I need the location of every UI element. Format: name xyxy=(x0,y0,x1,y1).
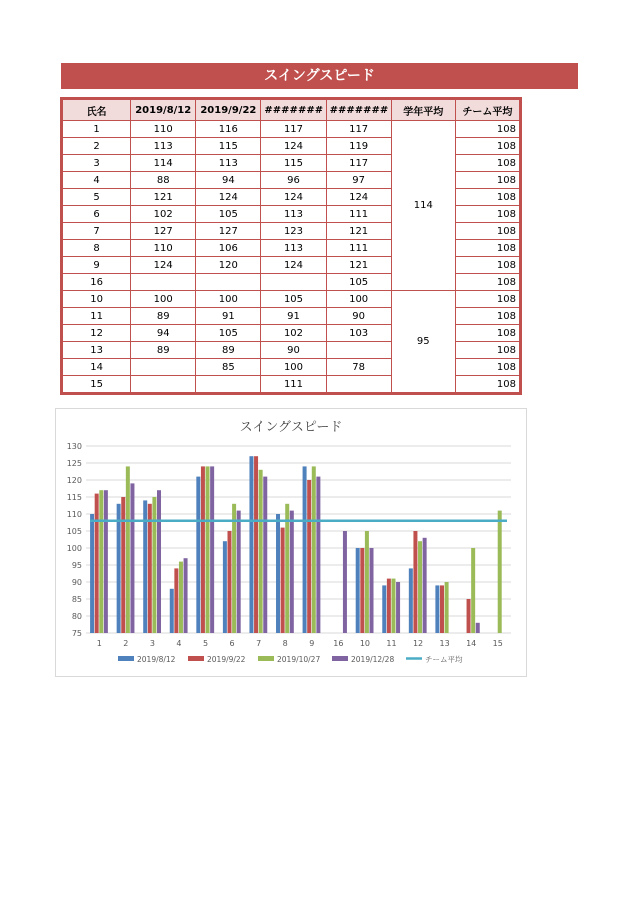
bar-2019/8/12 xyxy=(409,568,413,633)
x-tick-label: 11 xyxy=(386,639,397,648)
y-tick-label: 110 xyxy=(66,510,82,519)
legend-swatch xyxy=(332,656,348,661)
y-tick-label: 125 xyxy=(66,459,82,468)
team-average-cell: 108 xyxy=(455,240,519,257)
bar-2019/12/28 xyxy=(343,531,347,633)
header-cell: ####### xyxy=(261,100,326,121)
team-average-cell: 108 xyxy=(455,155,519,172)
name-cell: 2 xyxy=(63,138,131,155)
score-cell: 127 xyxy=(131,223,196,240)
name-cell: 7 xyxy=(63,223,131,240)
bar-2019/10/27 xyxy=(126,466,130,633)
bar-2019/9/22 xyxy=(281,528,285,633)
score-cell xyxy=(326,342,391,359)
team-average-cell: 108 xyxy=(455,308,519,325)
score-cell: 115 xyxy=(196,138,261,155)
bar-2019/9/22 xyxy=(95,494,99,633)
x-tick-label: 2 xyxy=(123,639,129,648)
bar-2019/10/27 xyxy=(285,504,289,633)
bar-2019/10/27 xyxy=(498,511,502,633)
score-cell: 100 xyxy=(196,291,261,308)
score-cell: 105 xyxy=(196,325,261,342)
score-cell: 121 xyxy=(131,189,196,206)
bar-2019/8/12 xyxy=(382,585,386,633)
bar-2019/12/28 xyxy=(423,538,427,633)
bar-2019/9/22 xyxy=(201,466,205,633)
name-cell: 15 xyxy=(63,376,131,393)
team-average-cell: 108 xyxy=(455,376,519,393)
legend-swatch xyxy=(118,656,134,661)
name-cell: 11 xyxy=(63,308,131,325)
score-cell: 111 xyxy=(326,240,391,257)
score-cell: 124 xyxy=(131,257,196,274)
score-cell xyxy=(131,359,196,376)
name-cell: 3 xyxy=(63,155,131,172)
bar-2019/9/22 xyxy=(360,548,364,633)
score-cell: 106 xyxy=(196,240,261,257)
bar-2019/9/22 xyxy=(121,497,125,633)
score-cell xyxy=(261,274,326,291)
score-cell: 78 xyxy=(326,359,391,376)
bar-2019/8/12 xyxy=(435,585,439,633)
x-tick-label: 15 xyxy=(492,639,503,648)
score-cell xyxy=(196,376,261,393)
team-average-cell: 108 xyxy=(455,359,519,376)
bar-2019/12/28 xyxy=(104,490,108,633)
score-cell: 102 xyxy=(261,325,326,342)
score-cell: 121 xyxy=(326,257,391,274)
score-cell: 110 xyxy=(131,121,196,138)
bar-2019/8/12 xyxy=(196,477,200,633)
team-average-cell: 108 xyxy=(455,189,519,206)
bar-2019/12/28 xyxy=(210,466,214,633)
bar-2019/9/22 xyxy=(148,504,152,633)
score-cell: 113 xyxy=(196,155,261,172)
bar-2019/9/22 xyxy=(440,585,444,633)
y-tick-label: 80 xyxy=(71,612,82,621)
team-average-cell: 108 xyxy=(455,206,519,223)
score-cell: 94 xyxy=(131,325,196,342)
bar-2019/8/12 xyxy=(170,589,174,633)
score-cell xyxy=(131,376,196,393)
bar-2019/9/22 xyxy=(467,599,471,633)
score-cell: 113 xyxy=(261,240,326,257)
bar-2019/10/27 xyxy=(152,497,156,633)
team-average-cell: 108 xyxy=(455,138,519,155)
y-tick-label: 95 xyxy=(71,561,82,570)
bar-2019/8/12 xyxy=(117,504,121,633)
team-average-cell: 108 xyxy=(455,274,519,291)
legend-label: チーム平均 xyxy=(425,655,463,664)
score-cell: 113 xyxy=(261,206,326,223)
score-cell: 121 xyxy=(326,223,391,240)
bar-2019/9/22 xyxy=(413,531,417,633)
swing-speed-chart xyxy=(55,408,527,677)
score-cell: 123 xyxy=(261,223,326,240)
score-cell: 124 xyxy=(261,257,326,274)
bar-2019/10/27 xyxy=(391,579,395,633)
x-tick-label: 4 xyxy=(176,639,182,648)
legend-label: 2019/12/28 xyxy=(351,655,395,664)
bar-2019/8/12 xyxy=(356,548,360,633)
bar-2019/9/22 xyxy=(254,456,258,633)
bar-2019/12/28 xyxy=(316,477,320,633)
score-cell: 96 xyxy=(261,172,326,189)
team-average-cell: 108 xyxy=(455,342,519,359)
score-cell: 88 xyxy=(131,172,196,189)
table-row xyxy=(63,291,520,308)
score-cell: 114 xyxy=(131,155,196,172)
x-tick-label: 9 xyxy=(309,639,315,648)
x-tick-label: 6 xyxy=(229,639,235,648)
header-cell: 2019/9/22 xyxy=(196,100,261,121)
score-cell: 111 xyxy=(326,206,391,223)
x-tick-label: 5 xyxy=(202,639,209,648)
score-cell: 116 xyxy=(196,121,261,138)
score-cell: 113 xyxy=(131,138,196,155)
score-table xyxy=(60,97,522,395)
score-cell: 100 xyxy=(131,291,196,308)
grade-average-cell: 95 xyxy=(391,291,455,393)
score-cell: 89 xyxy=(131,342,196,359)
y-tick-label: 90 xyxy=(71,578,82,587)
score-cell: 117 xyxy=(326,155,391,172)
bar-2019/12/28 xyxy=(157,490,161,633)
page-title-banner xyxy=(61,63,578,89)
bar-2019/10/27 xyxy=(445,582,449,633)
header-cell: 氏名 xyxy=(63,100,131,121)
score-cell: 91 xyxy=(261,308,326,325)
name-cell: 8 xyxy=(63,240,131,257)
bar-2019/10/27 xyxy=(179,562,183,633)
y-tick-label: 100 xyxy=(66,544,82,553)
legend-label: 2019/10/27 xyxy=(277,655,321,664)
bar-2019/8/12 xyxy=(276,514,280,633)
y-tick-label: 115 xyxy=(66,493,82,502)
team-average-cell: 108 xyxy=(455,172,519,189)
x-tick-label: 7 xyxy=(256,639,262,648)
score-cell: 89 xyxy=(131,308,196,325)
bar-2019/8/12 xyxy=(223,541,227,633)
name-cell: 14 xyxy=(63,359,131,376)
x-tick-label: 8 xyxy=(282,639,288,648)
x-tick-label: 12 xyxy=(412,639,424,648)
legend-swatch xyxy=(188,656,204,661)
bar-2019/8/12 xyxy=(303,466,307,633)
bar-2019/10/27 xyxy=(206,466,210,633)
bar-2019/10/27 xyxy=(312,466,316,633)
legend-label: 2019/8/12 xyxy=(137,655,176,664)
name-cell: 1 xyxy=(63,121,131,138)
bar-2019/9/22 xyxy=(387,579,391,633)
score-cell: 105 xyxy=(261,291,326,308)
score-cell: 105 xyxy=(326,274,391,291)
y-tick-label: 85 xyxy=(71,595,82,604)
score-cell xyxy=(326,376,391,393)
score-cell: 120 xyxy=(196,257,261,274)
score-cell: 115 xyxy=(261,155,326,172)
legend-swatch xyxy=(258,656,274,661)
bar-2019/12/28 xyxy=(184,558,188,633)
score-cell: 102 xyxy=(131,206,196,223)
score-cell: 97 xyxy=(326,172,391,189)
team-average-cell: 108 xyxy=(455,121,519,138)
header-cell: 2019/8/12 xyxy=(131,100,196,121)
bar-2019/12/28 xyxy=(370,548,374,633)
bar-2019/12/28 xyxy=(396,582,400,633)
bar-2019/9/22 xyxy=(174,568,178,633)
bar-2019/12/28 xyxy=(476,623,480,633)
score-cell: 89 xyxy=(196,342,261,359)
y-tick-label: 75 xyxy=(71,629,82,638)
score-cell: 124 xyxy=(261,189,326,206)
team-average-cell: 108 xyxy=(455,223,519,240)
bar-2019/8/12 xyxy=(249,456,253,633)
score-cell: 110 xyxy=(131,240,196,257)
y-tick-label: 120 xyxy=(66,476,82,485)
name-cell: 13 xyxy=(63,342,131,359)
score-cell: 124 xyxy=(196,189,261,206)
bar-2019/10/27 xyxy=(365,531,369,633)
name-cell: 4 xyxy=(63,172,131,189)
score-cell: 100 xyxy=(261,359,326,376)
y-tick-label: 130 xyxy=(66,442,82,451)
table-row xyxy=(63,121,520,138)
name-cell: 16 xyxy=(63,274,131,291)
score-cell: 111 xyxy=(261,376,326,393)
legend-label: 2019/9/22 xyxy=(207,655,246,664)
x-tick-label: 1 xyxy=(96,639,102,648)
score-cell xyxy=(131,274,196,291)
score-cell: 117 xyxy=(261,121,326,138)
score-cell: 90 xyxy=(326,308,391,325)
page-title: スイングスピード xyxy=(264,68,375,84)
score-cell: 117 xyxy=(326,121,391,138)
x-tick-label: 10 xyxy=(359,639,370,648)
grade-average-cell: 114 xyxy=(391,121,455,291)
name-cell: 10 xyxy=(63,291,131,308)
bar-2019/10/27 xyxy=(418,541,422,633)
bar-2019/10/27 xyxy=(259,470,263,633)
bar-2019/12/28 xyxy=(290,511,294,633)
score-cell: 100 xyxy=(326,291,391,308)
header-cell: チーム平均 xyxy=(455,100,519,121)
bar-2019/12/28 xyxy=(237,511,241,633)
header-cell: ####### xyxy=(326,100,391,121)
x-tick-label: 16 xyxy=(333,639,344,648)
x-tick-label: 14 xyxy=(466,639,477,648)
y-tick-label: 105 xyxy=(66,527,82,536)
bar-2019/10/27 xyxy=(99,490,103,633)
score-cell: 119 xyxy=(326,138,391,155)
x-tick-label: 13 xyxy=(439,639,450,648)
team-average-cell: 108 xyxy=(455,291,519,308)
bar-2019/10/27 xyxy=(232,504,236,633)
chart-svg xyxy=(56,409,526,676)
team-average-cell: 108 xyxy=(455,257,519,274)
score-cell: 127 xyxy=(196,223,261,240)
chart-title: スイングスピード xyxy=(239,420,343,435)
score-cell: 85 xyxy=(196,359,261,376)
team-average-cell: 108 xyxy=(455,325,519,342)
score-cell: 124 xyxy=(261,138,326,155)
bar-2019/9/22 xyxy=(227,531,231,633)
bar-2019/10/27 xyxy=(471,548,475,633)
score-cell: 105 xyxy=(196,206,261,223)
score-cell: 124 xyxy=(326,189,391,206)
name-cell: 6 xyxy=(63,206,131,223)
bar-2019/12/28 xyxy=(263,477,267,633)
name-cell: 9 xyxy=(63,257,131,274)
name-cell: 12 xyxy=(63,325,131,342)
bar-2019/9/22 xyxy=(307,480,311,633)
header-cell: 学年平均 xyxy=(391,100,455,121)
score-cell: 103 xyxy=(326,325,391,342)
score-cell: 90 xyxy=(261,342,326,359)
name-cell: 5 xyxy=(63,189,131,206)
score-cell: 91 xyxy=(196,308,261,325)
score-cell: 94 xyxy=(196,172,261,189)
x-tick-label: 3 xyxy=(149,639,155,648)
bar-2019/12/28 xyxy=(130,483,134,633)
score-cell xyxy=(196,274,261,291)
bar-2019/8/12 xyxy=(90,514,94,633)
